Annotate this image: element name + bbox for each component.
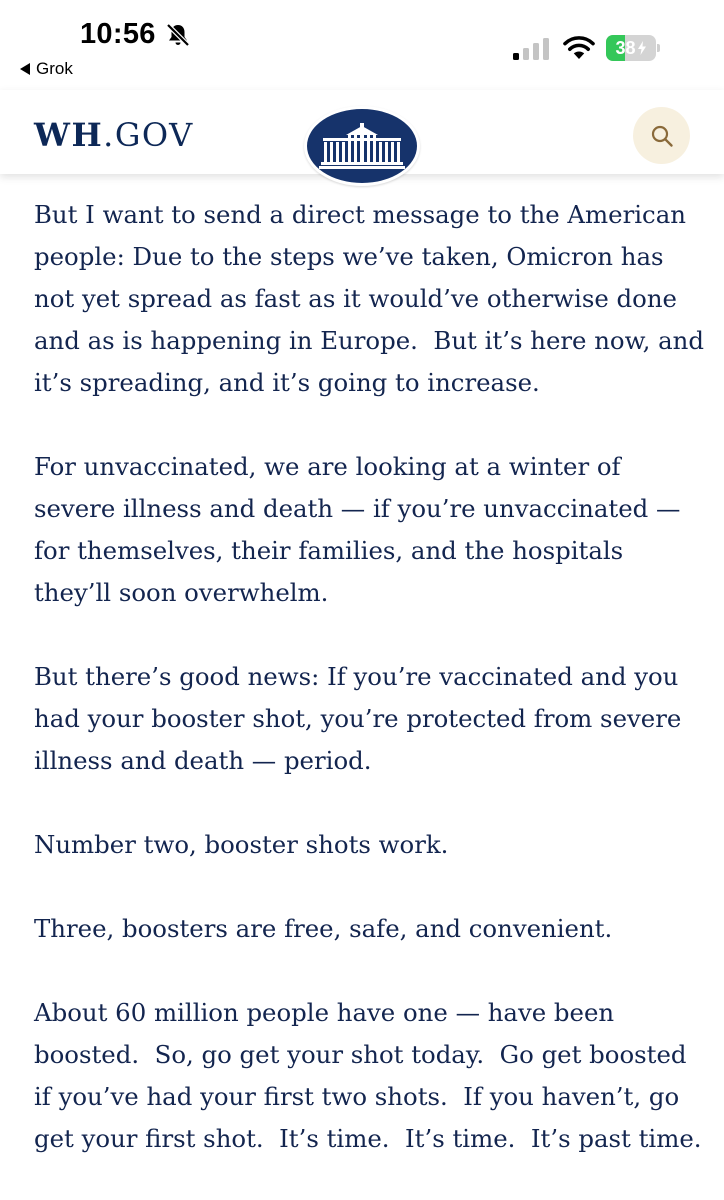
back-to-app-link[interactable] [20, 59, 73, 79]
article-body [34, 194, 712, 1200]
white-house-icon[interactable] [304, 106, 420, 186]
status-time: 10:56 [80, 18, 156, 50]
charging-bolt-icon [637, 41, 647, 55]
bell-slash-icon [165, 22, 191, 48]
article-paragraph: But there’s good news: If you’re vaccinated and you had your booster shot, you’re protected from severe illness and death — period. [34, 662, 690, 775]
site-logo[interactable] [34, 116, 194, 154]
back-triangle-icon [20, 63, 30, 75]
wifi-icon [562, 34, 596, 60]
article-paragraph: About 60 million people have one — have been boosted. So, go get your shot today. Go get boosted if you’ve had your first two shots. If you haven’t, go get your first shot. It’s time. It’s time. It’s past time. [34, 998, 702, 1153]
article-paragraph: But I want to send a direct message to the American people: Due to the steps we’ve taken, Omicron has not yet spread as fast as it would’ve otherwise done and as is happening in Europe. But it’s here now, and it’s spreading, and it’s going to increase. [34, 200, 712, 397]
article-paragraph: For unvaccinated, we are looking at a winter of severe illness and death — if you’re unvaccinated — for themselves, their families, and the hospitals they’ll soon overwhelm. [34, 452, 689, 607]
back-app-label: Grok [36, 59, 73, 78]
article-paragraph: Three, boosters are free, safe, and convenient. [34, 914, 613, 943]
battery-level: 38 [615, 37, 636, 58]
search-icon [650, 124, 674, 148]
site-header [0, 90, 724, 174]
logo-wh: WH [34, 116, 104, 154]
logo-gov: .GOV [103, 116, 194, 154]
article-paragraph: Number two, booster shots work. [34, 830, 449, 859]
search-button[interactable] [633, 107, 690, 164]
status-bar [0, 0, 724, 90]
signal-icon [513, 38, 551, 60]
battery-icon [606, 35, 660, 61]
